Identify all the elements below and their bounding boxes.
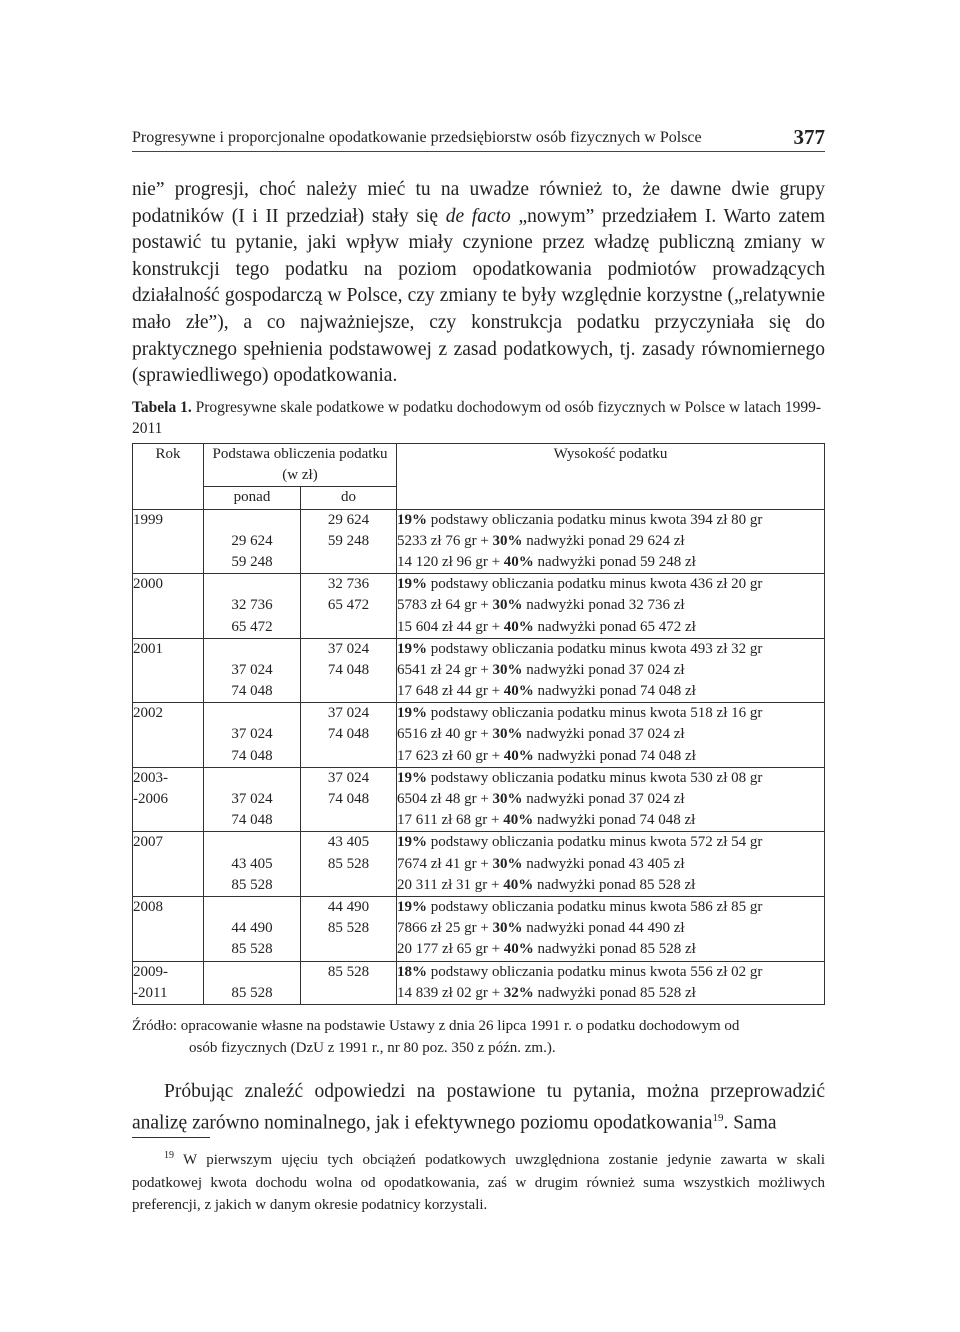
desc-prefix: 17 648 zł 44 gr +	[397, 683, 504, 700]
cell-desc	[397, 961, 825, 1004]
cell-rok	[133, 767, 204, 832]
desc-prefix: 5233 zł 76 gr +	[397, 532, 493, 549]
desc-prefix: 7866 zł 25 gr +	[397, 920, 493, 937]
desc-line	[397, 897, 824, 918]
footnote	[132, 1145, 825, 1217]
table-row	[133, 767, 825, 832]
ponad-line: 74 048	[231, 747, 273, 764]
table-row	[133, 896, 825, 961]
desc-line	[397, 724, 824, 745]
desc-prefix: 6516 zł 40 gr +	[397, 726, 493, 743]
tax-rate: 30%	[492, 661, 523, 678]
para2-text: Próbując znaleźć odpowiedzi na postawione tu pytania, można przeprowadzić analizę zarówno nominalnego, jak i efektywnego poziomu opodatkowania	[132, 1081, 825, 1134]
do-line: 32 736	[327, 576, 370, 593]
cell-do	[301, 961, 397, 1004]
cell-ponad	[204, 703, 301, 768]
desc-text: podstawy obliczania podatku minus kwota 394 zł 80 gr	[427, 511, 763, 528]
tax-rate: 30%	[492, 920, 523, 937]
ponad-line: 85 528	[231, 984, 273, 1001]
cell-do	[301, 896, 397, 961]
cell-do	[301, 832, 397, 897]
rok-line: 2002	[133, 705, 163, 722]
footnote-ref[interactable]: 19	[712, 1112, 724, 1124]
cell-do	[301, 767, 397, 832]
header-rok: Rok	[133, 444, 204, 510]
do-line: 37 024	[327, 705, 370, 722]
do-line: 85 528	[327, 855, 370, 872]
desc-line	[397, 810, 824, 831]
desc-prefix: 7674 zł 41 gr +	[397, 855, 493, 872]
rok-line: 2000	[133, 576, 163, 593]
caption-label: Tabela 1.	[132, 399, 192, 416]
tax-rate: 30%	[492, 597, 523, 614]
do-line: 29 624	[327, 511, 370, 528]
desc-line	[397, 983, 824, 1004]
caption-text: Progresywne skale podatkowe w podatku dochodowym od osób fizycznych w Polsce w latach 1999-2011	[132, 399, 822, 437]
rok-line: 2007	[133, 834, 163, 851]
desc-line	[397, 703, 824, 724]
cell-ponad	[204, 832, 301, 897]
desc-prefix: 17 623 zł 60 gr +	[397, 747, 504, 764]
running-header	[132, 125, 825, 152]
desc-text: podstawy obliczania podatku minus kwota 518 zł 16 gr	[427, 705, 763, 722]
do-line	[301, 875, 396, 896]
cell-do	[301, 638, 397, 703]
desc-text: nadwyżki ponad 65 472 zł	[533, 618, 696, 635]
ponad-line: 85 528	[231, 941, 273, 958]
rok-line: 2009-	[133, 963, 168, 980]
tax-rate: 40%	[503, 812, 534, 829]
footnote-number: 19	[164, 1150, 174, 1161]
do-line: 74 048	[327, 791, 370, 808]
cell-desc	[397, 767, 825, 832]
cell-ponad	[204, 896, 301, 961]
ponad-line	[204, 574, 300, 595]
ponad-line: 59 248	[231, 553, 273, 570]
do-line: 85 528	[327, 920, 370, 937]
cell-rok	[133, 832, 204, 897]
header-wysokosc: Wysokość podatku	[397, 444, 825, 510]
table-row	[133, 574, 825, 639]
do-line: 37 024	[327, 640, 370, 657]
source-line-1: Źródło: opracowanie własne na podstawie Ustawy z dnia 26 lipca 1991 r. o podatku dochodowym od	[132, 1018, 740, 1034]
ponad-line: 44 490	[231, 920, 273, 937]
cell-desc	[397, 703, 825, 768]
body-paragraph-2	[132, 1079, 825, 1137]
do-line: 74 048	[327, 661, 370, 678]
para2-end: . Sama	[723, 1112, 777, 1134]
desc-prefix: 14 120 zł 96 gr +	[397, 553, 504, 570]
desc-text: podstawy obliczania podatku minus kwota 586 zł 85 gr	[427, 898, 763, 915]
rok-line: 2008	[133, 898, 163, 915]
do-line	[301, 810, 396, 831]
do-line: 37 024	[327, 769, 370, 786]
header-do: do	[301, 487, 397, 509]
desc-text: nadwyżki ponad 44 490 zł	[522, 920, 685, 937]
do-line: 44 490	[327, 898, 370, 915]
cell-rok	[133, 703, 204, 768]
tax-rate: 40%	[503, 553, 534, 570]
para1-start: nie” progresji, choć należy mieć tu na uwadze również to, że dawne dwie grupy podatników (I i II przedział) stały się	[132, 179, 825, 227]
tax-rate: 30%	[492, 532, 523, 549]
desc-prefix: 17 611 zł 68 gr +	[397, 812, 504, 829]
desc-line	[397, 918, 824, 939]
desc-line	[397, 962, 824, 983]
table-body	[133, 509, 825, 1004]
footnote-text: W pierwszym ujęciu tych obciążeń podatkowych uwzględniona zostanie jedynie zawarta w skali podatkowej kwota dochodu wolna od opodatkowania, zaś w drugim również suma wszystkich możliwych preferencji, z jakich w danym okresie podatnicy korzystali.	[132, 1152, 825, 1213]
desc-line	[397, 660, 824, 681]
tax-rate: 19%	[397, 640, 427, 657]
rok-line: -2011	[133, 984, 168, 1001]
desc-text: nadwyżki ponad 85 528 zł	[533, 941, 696, 958]
tax-rate: 19%	[397, 576, 427, 593]
rok-line: 2001	[133, 640, 163, 657]
tax-rate: 19%	[397, 769, 427, 786]
ponad-line	[204, 962, 300, 983]
tax-rate: 40%	[503, 618, 534, 635]
desc-line	[397, 789, 824, 810]
cell-ponad	[204, 961, 301, 1004]
desc-line	[397, 768, 824, 789]
ponad-line: 85 528	[231, 876, 273, 893]
do-line	[301, 552, 396, 573]
rok-line: 1999	[133, 511, 163, 528]
para1-rest: „nowym” przedziałem I. Warto zatem postawić tu pytanie, jaki wpływ miały czynione przez władzę publiczną zmiany w konstrukcji tego podatku na poziom opodatkowania podmiotów prowadzących działalność gospodarczą w Polsce, czy zmiany te były względnie korzystne („relatywnie mało złe”), a co najważniejsze, czy konstrukcja podatku przyczyniała się do praktycznego spełnienia podstawowej z zasad podatkowych, tj. zasady równomiernego (sprawiedliwego) opodatkowania.	[132, 205, 826, 387]
ponad-line	[204, 510, 300, 531]
desc-line	[397, 639, 824, 660]
cell-rok	[133, 574, 204, 639]
desc-text: podstawy obliczania podatku minus kwota 572 zł 54 gr	[427, 834, 763, 851]
desc-text: nadwyżki ponad 37 024 zł	[522, 791, 685, 808]
desc-prefix: 6541 zł 24 gr +	[397, 661, 493, 678]
footnote-rule	[132, 1137, 210, 1138]
desc-line	[397, 681, 824, 702]
desc-text: nadwyżki ponad 74 048 zł	[533, 747, 696, 764]
desc-line	[397, 510, 824, 531]
desc-text: nadwyżki ponad 74 048 zł	[533, 683, 696, 700]
cell-desc	[397, 896, 825, 961]
ponad-line: 32 736	[231, 597, 273, 614]
ponad-line: 37 024	[231, 661, 273, 678]
ponad-line: 65 472	[231, 618, 273, 635]
do-line	[301, 681, 396, 702]
desc-text: nadwyżki ponad 32 736 zł	[522, 597, 685, 614]
tax-rate: 40%	[503, 747, 534, 764]
do-line	[301, 939, 396, 960]
desc-text: nadwyżki ponad 29 624 zł	[522, 532, 685, 549]
desc-text: nadwyżki ponad 74 048 zł	[533, 812, 696, 829]
table-row	[133, 509, 825, 574]
tax-rate: 40%	[503, 876, 534, 893]
desc-prefix: 14 839 zł 02 gr +	[397, 984, 504, 1001]
desc-text: nadwyżki ponad 59 248 zł	[533, 553, 696, 570]
table-caption	[132, 397, 825, 439]
do-line	[301, 617, 396, 638]
tax-rate: 18%	[397, 963, 427, 980]
ponad-line	[204, 768, 300, 789]
do-line: 74 048	[327, 726, 370, 743]
do-line: 85 528	[327, 963, 370, 980]
desc-line	[397, 574, 824, 595]
table-source	[132, 1015, 825, 1059]
cell-do	[301, 574, 397, 639]
desc-line	[397, 617, 824, 638]
tax-rate: 30%	[492, 791, 523, 808]
desc-prefix: 15 604 zł 44 gr +	[397, 618, 504, 635]
desc-text: nadwyżki ponad 85 528 zł	[533, 984, 696, 1001]
tax-rate: 19%	[397, 511, 427, 528]
running-title: Progresywne i proporcjonalne opodatkowanie przedsiębiorstw osób fizycznych w Polsce	[132, 129, 702, 146]
cell-do	[301, 703, 397, 768]
do-line: 43 405	[327, 834, 370, 851]
cell-rok	[133, 509, 204, 574]
tax-rate: 19%	[397, 705, 427, 722]
cell-rok	[133, 638, 204, 703]
cell-desc	[397, 832, 825, 897]
cell-ponad	[204, 509, 301, 574]
tax-rate: 40%	[503, 683, 534, 700]
header-ponad: ponad	[204, 487, 301, 509]
desc-text: podstawy obliczania podatku minus kwota 493 zł 32 gr	[427, 640, 763, 657]
source-line-2: osób fizycznych (DzU z 1991 r., nr 80 poz. 350 z późn. zm.).	[189, 1040, 556, 1056]
ponad-line: 29 624	[231, 532, 273, 549]
desc-text: podstawy obliczania podatku minus kwota 530 zł 08 gr	[427, 769, 763, 786]
cell-desc	[397, 638, 825, 703]
cell-desc	[397, 574, 825, 639]
ponad-line: 74 048	[231, 683, 273, 700]
desc-line	[397, 854, 824, 875]
desc-line	[397, 746, 824, 767]
desc-line	[397, 832, 824, 853]
ponad-line	[204, 897, 300, 918]
cell-ponad	[204, 574, 301, 639]
tax-rate: 19%	[397, 834, 427, 851]
do-line	[301, 746, 396, 767]
ponad-line	[204, 703, 300, 724]
desc-line	[397, 939, 824, 960]
cell-do	[301, 509, 397, 574]
desc-line	[397, 552, 824, 573]
ponad-line: 43 405	[231, 855, 273, 872]
desc-line	[397, 595, 824, 616]
desc-text: nadwyżki ponad 37 024 zł	[522, 726, 685, 743]
tax-rate: 30%	[492, 855, 523, 872]
desc-text: podstawy obliczania podatku minus kwota 436 zł 20 gr	[427, 576, 763, 593]
desc-line	[397, 531, 824, 552]
ponad-line	[204, 832, 300, 853]
tax-rate: 32%	[503, 984, 534, 1001]
body-paragraph-1	[132, 177, 825, 390]
header-podstawa: Podstawa obliczenia podatku (w zł)	[204, 444, 397, 487]
do-line	[301, 983, 396, 1004]
table-row	[133, 703, 825, 768]
desc-prefix: 20 177 zł 65 gr +	[397, 941, 504, 958]
desc-text: podstawy obliczania podatku minus kwota 556 zł 02 gr	[427, 963, 763, 980]
cell-ponad	[204, 638, 301, 703]
tax-scale-table	[132, 443, 825, 1005]
cell-ponad	[204, 767, 301, 832]
table-row	[133, 638, 825, 703]
do-line: 59 248	[327, 532, 370, 549]
desc-prefix: 20 311 zł 31 gr +	[397, 876, 504, 893]
tax-rate: 30%	[492, 726, 523, 743]
do-line: 65 472	[327, 597, 370, 614]
ponad-line: 37 024	[231, 791, 273, 808]
page-number: 377	[793, 125, 825, 149]
desc-prefix: 6504 zł 48 gr +	[397, 791, 493, 808]
ponad-line: 74 048	[231, 812, 273, 829]
table-row	[133, 832, 825, 897]
table-row	[133, 961, 825, 1004]
desc-line	[397, 875, 824, 896]
cell-rok	[133, 896, 204, 961]
desc-text: nadwyżki ponad 85 528 zł	[533, 876, 696, 893]
desc-text: nadwyżki ponad 43 405 zł	[522, 855, 685, 872]
para1-italic: de facto	[445, 205, 511, 227]
ponad-line	[204, 639, 300, 660]
desc-text: nadwyżki ponad 37 024 zł	[522, 661, 685, 678]
tax-rate: 19%	[397, 898, 427, 915]
rok-line: -2006	[133, 791, 168, 808]
rok-line: 2003-	[133, 769, 168, 786]
cell-rok	[133, 961, 204, 1004]
desc-prefix: 5783 zł 64 gr +	[397, 597, 493, 614]
ponad-line: 37 024	[231, 726, 273, 743]
cell-desc	[397, 509, 825, 574]
tax-rate: 40%	[503, 941, 534, 958]
